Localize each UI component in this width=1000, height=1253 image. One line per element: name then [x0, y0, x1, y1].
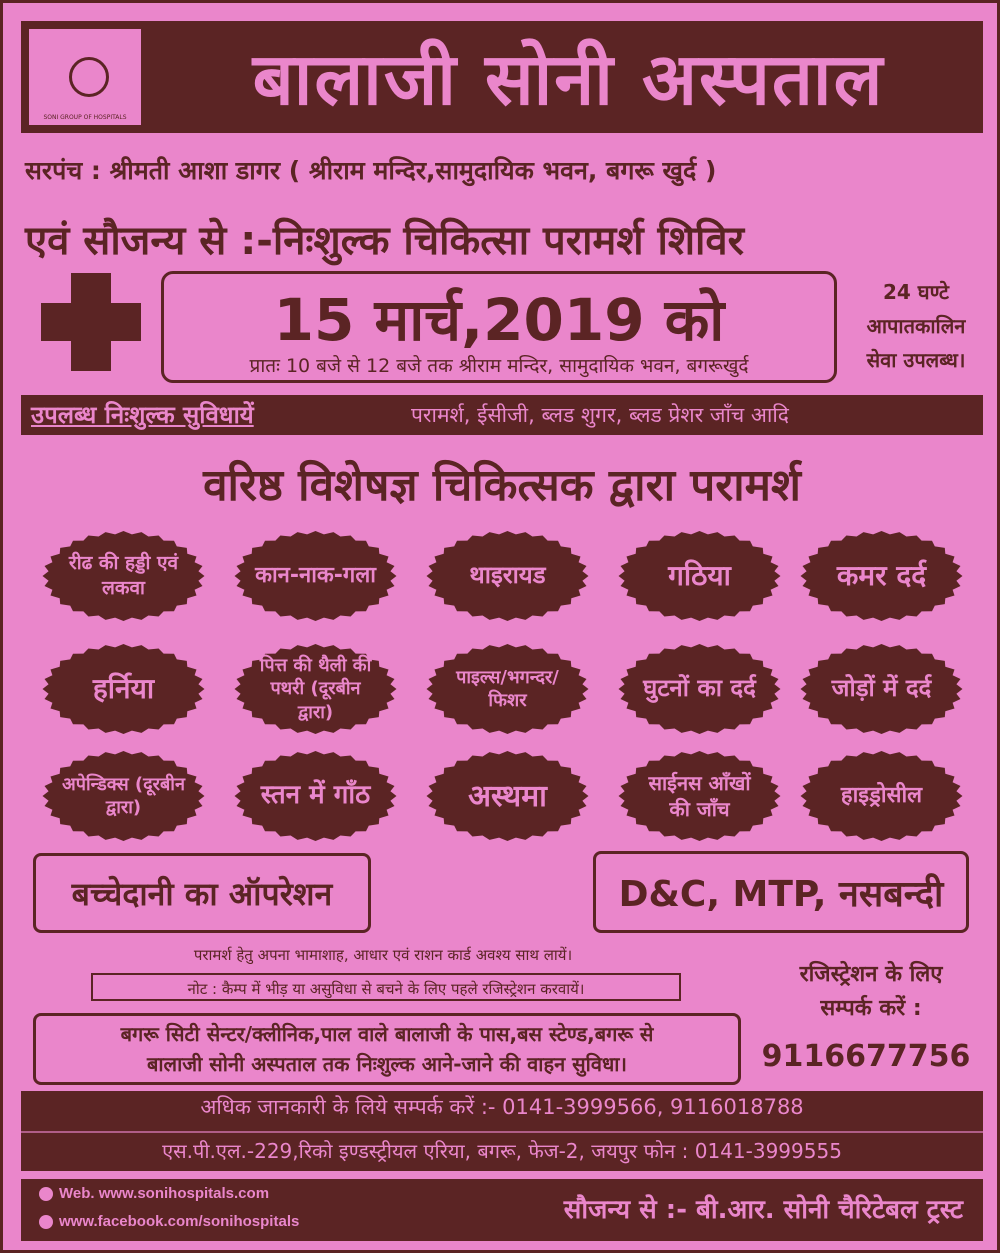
documents-note: परामर्श हेतु अपना भामाशाह, आधार एवं राशन कार्ड अवश्य साथ लायें।: [193, 946, 573, 964]
footer-info: [21, 1091, 983, 1171]
service-label: साईनस आँखों की जाँच: [648, 771, 751, 821]
event-time-place: प्रातः 10 बजे से 12 बजे तक श्रीराम मन्दिर, सामुदायिक भवन, बगरूखुर्द: [249, 355, 749, 377]
operation-box: बच्चेदानी का ऑपरेशन: [33, 853, 371, 933]
dc-mtp-box: D&C, MTP, नसबन्दी: [593, 851, 969, 933]
event-date: 15 मार्च,2019 को: [273, 286, 725, 354]
registration-line: सम्पर्क करें :: [820, 996, 922, 1021]
service-badge: [799, 530, 964, 622]
service-label: हाइड्रोसील: [840, 782, 923, 808]
courtesy: सौजन्य से :- बी.आर. सोनी चैरिटेबल ट्रस्ट: [563, 1195, 963, 1225]
service-label: अस्थमा: [468, 778, 547, 814]
service-badge: [41, 643, 206, 735]
service-label: जोड़ों में दर्द: [831, 674, 932, 703]
service-badge: [41, 530, 206, 622]
service-label: घुटनों का दर्द: [643, 674, 756, 703]
medical-cross-logo-icon: [69, 57, 109, 97]
emergency-line: सेवा उपलब्ध।: [866, 348, 966, 372]
facebook: [39, 1213, 299, 1230]
website-text: Web. www.sonihospitals.com: [59, 1185, 270, 1202]
service-badge: [233, 750, 398, 842]
service-label: अपेन्डिक्स (दूरबीन द्वारा): [62, 773, 185, 818]
registration-label: [751, 958, 991, 1026]
website: [39, 1185, 269, 1202]
facilities-list: परामर्श, ईसीजी, ब्लड शुगर, ब्लड प्रेशर जाँच आदि: [411, 403, 789, 427]
service-badge: [799, 750, 964, 842]
service-badge: [617, 530, 782, 622]
service-label: गठिया: [668, 558, 731, 592]
facilities-bar: [21, 395, 983, 435]
service-label: पित्त की थैली की पथरी (दूरबीन द्वारा): [259, 654, 372, 723]
service-label: रीढ की हड्डी एवं लकवा: [68, 552, 179, 599]
service-badge: [617, 750, 782, 842]
emergency-line: आपातकालिन: [866, 314, 966, 338]
footer-divider: [21, 1131, 983, 1133]
logo-caption: SONI GROUP OF HOSPITALS: [43, 114, 127, 121]
vehicle-box: [33, 1013, 741, 1085]
service-label: पाइल्स/भगन्दर/ फिशर: [456, 666, 559, 711]
sarpanch-line: सरपंच : श्रीमती आशा डागर ( श्रीराम मन्दिर,सामुदायिक भवन, बगरू खुर्द ): [25, 156, 717, 185]
service-label: स्तन में गाँठ: [260, 780, 371, 811]
facebook-icon: [39, 1215, 53, 1229]
bottom-bar: [21, 1179, 983, 1241]
service-badge: [425, 750, 590, 842]
event-box: [161, 271, 837, 383]
address: एस.पी.एल.-229,रिको इण्डस्ट्रीयल एरिया, बगरू, फेज-2, जयपुर फोन : 0141-3999555: [162, 1139, 842, 1163]
service-badge: [233, 530, 398, 622]
service-badge: [425, 643, 590, 735]
camp-line: एवं सौजन्य से :-निःशुल्क चिकित्सा परामर्श शिविर: [25, 218, 744, 264]
service-label: कान-नाक-गला: [255, 562, 376, 588]
service-badge: [233, 643, 398, 735]
service-label: थाइरायड: [469, 561, 546, 590]
service-badge: [425, 530, 590, 622]
service-label: हर्निया: [92, 671, 155, 705]
vehicle-line: बालाजी सोनी अस्पताल तक निःशुल्क आने-जाने की वाहन सुविधा।: [146, 1052, 628, 1076]
service-label: कमर दर्द: [836, 558, 927, 592]
registration-note: नोट : कैम्प में भीड़ या असुविधा से बचने के लिए पहले रजिस्ट्रेशन करवायें।: [91, 973, 681, 1001]
globe-icon: [39, 1187, 53, 1201]
header-banner: [21, 21, 983, 133]
plus-icon-bar: [41, 303, 141, 341]
service-badge: [41, 750, 206, 842]
service-badge: [617, 643, 782, 735]
service-badge: [799, 643, 964, 735]
specialist-title: वरिष्ठ विशेषज्ञ चिकित्सक द्वारा परामर्श: [203, 460, 801, 511]
registration-line: रजिस्ट्रेशन के लिए: [799, 962, 943, 987]
facebook-text: www.facebook.com/sonihospitals: [59, 1213, 300, 1230]
hospital-name: बालाजी सोनी अस्पताल: [252, 36, 885, 121]
facilities-label: उपलब्ध निःशुल्क सुविधायें: [31, 401, 254, 429]
emergency-note: [841, 275, 991, 377]
contact-info: अधिक जानकारी के लिये सम्पर्क करें :- 0141-3999566, 9116018788: [200, 1095, 804, 1119]
hospital-logo: [29, 29, 141, 125]
vehicle-line: बगरू सिटी सेन्टर/क्लीनिक,पाल वाले बालाजी के पास,बस स्टेण्ड,बगरू से: [120, 1022, 654, 1046]
registration-phone: 9116677756: [761, 1039, 971, 1074]
emergency-line: 24 घण्टे: [883, 280, 949, 304]
